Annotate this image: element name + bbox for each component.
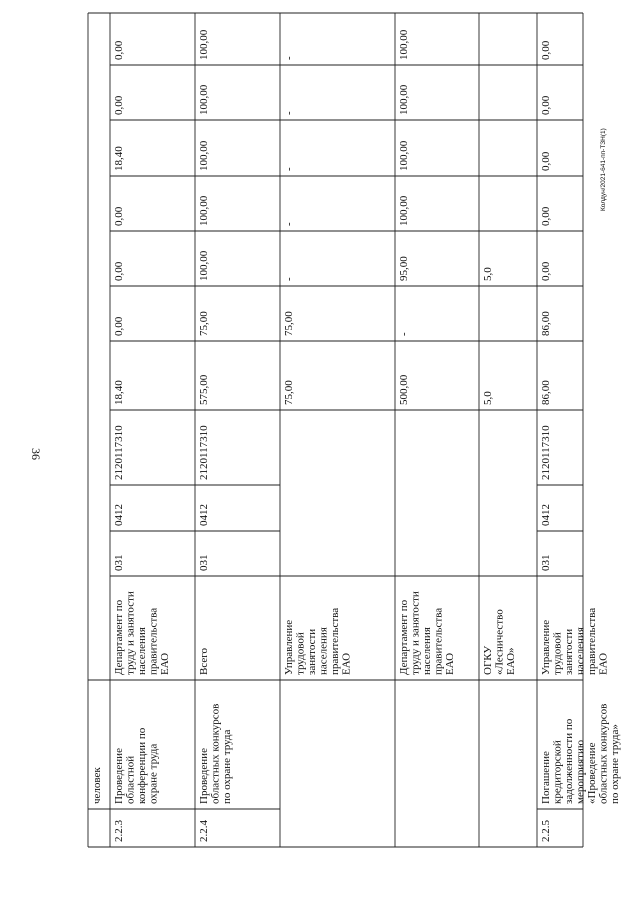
value-cell-line: 100,00 <box>398 29 410 60</box>
header-label <box>91 767 103 804</box>
value-cell-line: 75,00 <box>283 311 295 336</box>
document-code: Колдун/2021-641-пп-ТЗН(1) <box>600 128 607 211</box>
executor-line: ЕАО» <box>505 647 517 675</box>
row-number <box>198 820 210 843</box>
rz-code <box>113 504 125 526</box>
value-cell-line: 100,00 <box>198 140 210 171</box>
value-cell-line: 100,00 <box>398 195 410 226</box>
value-cell <box>398 195 410 226</box>
measure-name-line: Проведение <box>113 748 125 804</box>
measure-name-line: по охране труда <box>221 729 233 804</box>
executor-line: ЕАО <box>340 652 353 675</box>
value-cell-line: 100,00 <box>198 250 210 281</box>
executor <box>283 608 353 675</box>
executor-line: правительства <box>586 607 598 675</box>
measure-name-line: областных конкурсов <box>597 703 610 804</box>
value-cell <box>398 84 410 115</box>
value-cell-line: - <box>283 167 295 171</box>
value-cell <box>283 277 295 281</box>
row-number <box>540 820 552 843</box>
value-cell <box>398 256 410 281</box>
value-cell-line: 100,00 <box>398 84 410 115</box>
csr-code <box>540 425 552 480</box>
executor-line: занятости <box>306 628 318 675</box>
row-number <box>113 820 125 843</box>
executor-line: Всего <box>198 648 210 675</box>
executor <box>482 609 517 675</box>
grbs-code-line: 031 <box>113 554 125 571</box>
row-number-line: 2.2.3 <box>113 820 125 842</box>
value-cell-line: 0,00 <box>113 261 125 281</box>
value-cell <box>113 380 125 405</box>
value-cell-line: 0,00 <box>113 40 125 60</box>
executor-line: Управление <box>540 619 552 675</box>
value-cell-line: 100,00 <box>198 84 210 115</box>
value-cell <box>540 380 552 405</box>
value-cell-line: 0,00 <box>113 316 125 336</box>
value-cell-line: - <box>283 56 295 60</box>
value-cell <box>283 380 295 405</box>
value-cell-line: 100,00 <box>398 140 410 171</box>
value-cell <box>283 311 295 336</box>
executor-line: занятости <box>563 628 575 675</box>
executor-line: ЕАО <box>444 652 456 675</box>
value-cell <box>198 84 210 115</box>
csr-code-line: 2120117310 <box>198 425 210 480</box>
value-cell <box>283 111 295 115</box>
csr-code <box>198 425 210 480</box>
executor-line: Управление <box>283 619 295 675</box>
value-cell <box>198 250 210 281</box>
value-cell-line: - <box>398 332 410 336</box>
measure-name-line: по охране труда» <box>609 724 621 804</box>
value-cell-line: 100,00 <box>198 29 210 60</box>
csr-code-line: 2120117310 <box>540 425 552 480</box>
value-cell-line: - <box>283 111 295 115</box>
executor-line: труду и занятости <box>409 591 422 675</box>
executor-line: ОГКУ <box>482 645 494 675</box>
value-cell <box>482 267 494 281</box>
csr-code-line: 2120117310 <box>113 425 125 480</box>
csr-code <box>113 425 125 480</box>
value-cell-line: 5,0 <box>482 391 494 405</box>
value-cell-line: 86,00 <box>540 380 552 405</box>
executor-line: населения <box>317 627 330 675</box>
executor-line: трудовой <box>551 632 564 675</box>
executor-line: правительства <box>147 607 160 675</box>
value-cell <box>283 56 295 60</box>
value-cell-line: - <box>283 222 295 226</box>
value-cell <box>198 374 210 405</box>
executor <box>113 591 171 675</box>
executor-line: Департамент по <box>398 599 410 675</box>
measure-name-line: Погашение <box>540 751 552 804</box>
rz-code <box>198 504 210 526</box>
value-cell-line: 100,00 <box>198 195 210 226</box>
value-cell <box>198 311 210 336</box>
executor-line: ЕАО <box>159 652 171 675</box>
executor-line: ЕАО <box>597 652 610 675</box>
value-cell <box>113 146 125 171</box>
value-cell <box>482 391 494 405</box>
measure-name-line: мероприятию <box>574 739 587 804</box>
value-cell <box>198 195 210 226</box>
value-cell <box>398 29 410 60</box>
value-cell <box>540 311 552 336</box>
measure-name-line: конференции по <box>136 727 148 804</box>
measure-name-line: задолженности по <box>563 718 575 804</box>
value-cell <box>113 95 125 115</box>
measure-name <box>540 704 621 804</box>
value-cell-line: 75,00 <box>283 380 295 405</box>
executor <box>398 591 456 675</box>
value-cell <box>283 222 295 226</box>
grbs-code <box>540 555 552 572</box>
value-cell-line: 0,00 <box>113 206 125 226</box>
value-cell-line: 5,0 <box>482 267 494 281</box>
value-cell <box>398 374 410 405</box>
executor-line: «Лесничество <box>493 609 506 675</box>
value-cell-line: 0,00 <box>540 261 552 281</box>
value-cell <box>198 140 210 171</box>
value-cell <box>198 29 210 60</box>
page-number: 36 <box>29 448 43 460</box>
value-cell <box>540 40 552 60</box>
value-cell-line: 0,00 <box>540 206 552 226</box>
value-cell-line: 0,00 <box>540 95 552 115</box>
grbs-code <box>198 555 210 572</box>
row-number-line: 2.2.5 <box>540 820 552 842</box>
value-cell-line: - <box>283 277 295 281</box>
measure-name-line: Проведение <box>198 748 210 804</box>
value-cell <box>540 261 552 281</box>
header-label-line: человек <box>91 767 103 804</box>
measure-name-line: кредиторской <box>551 740 564 804</box>
value-cell <box>283 167 295 171</box>
value-cell-line: 18,40 <box>113 380 125 405</box>
rz-code-line: 0412 <box>540 504 552 526</box>
value-cell <box>113 316 125 336</box>
value-cell <box>540 151 552 171</box>
value-cell-line: 18,40 <box>113 146 125 171</box>
measure-name-line: областных конкурсов <box>209 703 222 804</box>
executor-line: населения <box>421 627 433 675</box>
executor-line: правительства <box>329 607 341 675</box>
value-cell <box>540 206 552 226</box>
executor-line: населения <box>574 627 587 675</box>
grbs-code-line: 031 <box>198 554 210 571</box>
measure-name <box>113 727 160 804</box>
executor-line: трудовой <box>294 632 307 675</box>
measure-name-line: «Проведение <box>586 742 598 804</box>
rz-code <box>540 504 552 526</box>
value-cell <box>113 40 125 60</box>
executor-line: правительства <box>432 607 445 675</box>
value-cell-line: 0,00 <box>540 151 552 171</box>
value-cell <box>398 140 410 171</box>
value-cell-line: 86,00 <box>540 311 552 336</box>
value-cell-line: 500,00 <box>398 374 410 405</box>
value-cell <box>113 206 125 226</box>
value-cell-line: 0,00 <box>540 40 552 60</box>
rz-code-line: 0412 <box>113 504 125 526</box>
executor <box>540 608 610 675</box>
measure-name-line: охране труда <box>147 743 160 804</box>
value-cell-line: 0,00 <box>113 95 125 115</box>
value-cell <box>398 332 410 336</box>
executor-line: Департамент по <box>113 599 125 675</box>
value-cell-line: 575,00 <box>198 374 210 405</box>
value-cell-line: 95,00 <box>398 256 410 281</box>
measure-name-line: областной <box>124 755 137 804</box>
row-number-line: 2.2.4 <box>198 820 210 842</box>
measure-name <box>198 704 233 804</box>
executor-line: труду и занятости <box>124 591 137 675</box>
value-cell <box>540 95 552 115</box>
grbs-code <box>113 555 125 572</box>
value-cell <box>113 261 125 281</box>
executor-line: населения <box>136 627 148 675</box>
grbs-code-line: 031 <box>540 554 552 571</box>
value-cell-line: 75,00 <box>198 311 210 336</box>
executor <box>198 648 210 675</box>
rz-code-line: 0412 <box>198 504 210 526</box>
